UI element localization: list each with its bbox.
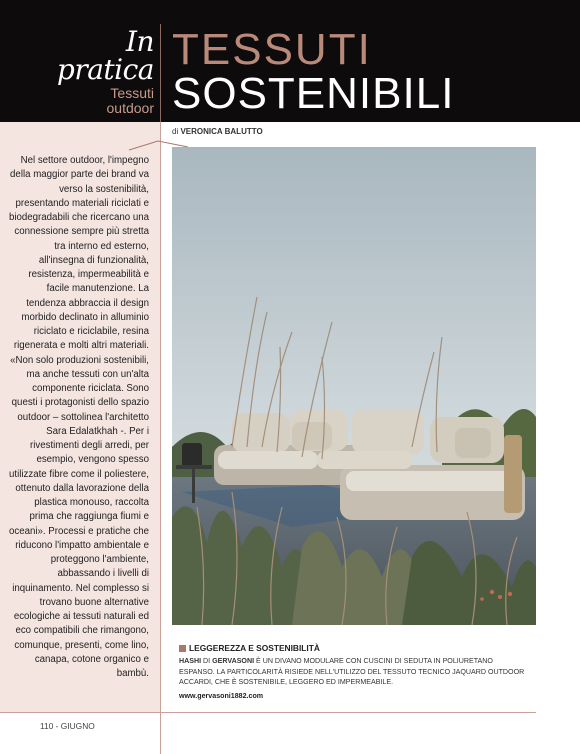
header-divider <box>160 24 161 124</box>
header-band <box>0 0 580 122</box>
sofa-photo <box>172 147 536 625</box>
caption-text <box>179 656 529 688</box>
caption-description: È UN DIVANO MODULARE CON CUSCINI DI SEDUTA IN POLIURETANO ESPANSO. LA PARTICOLARITÀ RISIEDE NELL'UTILIZZO DEL TESSUTO TECNICO JAQUARD OUTDOOR ACCARDI, CHE È SOSTENIBILE, LEGGERO ED IMPERMEABILE. <box>179 657 525 686</box>
caption-title: LEGGEREZZA E SOSTENIBILITÀ <box>189 643 320 653</box>
caption-product: HASHI <box>179 657 202 665</box>
headline-line-1: TESSUTI <box>172 25 372 74</box>
caption-connector: DI <box>201 657 213 665</box>
vertical-rule <box>160 122 161 754</box>
caption-url[interactable]: www.gervasoni1882.com <box>179 692 264 700</box>
caption-marker <box>179 645 186 652</box>
rubric-subtitle-2: outdoor <box>106 100 154 116</box>
bottom-rule <box>0 712 536 713</box>
caption-brand: GERVASONI <box>212 657 255 665</box>
byline <box>172 127 263 137</box>
headline-line-2: SOSTENIBILI <box>172 69 455 118</box>
byline-author: VERONICA BALUTTO <box>180 127 263 136</box>
page-folio: 110 - GIUGNO <box>40 721 95 731</box>
article-body: Nel settore outdoor, l'impegno della maggior parte dei brand va verso la sostenibilità, presentando materiali riciclati e biodegradabili che ricercano una connessione sempre più stretta tra interno ed esterno, all'insegna di funzionalità, resistenza, impermeabilità e facile manutenzione. La tendenza abbraccia il design morbido declinato in alluminio riciclato e riciclabile, resina rigenerata e molti altri materiali. «Non solo produzioni sostenibili, ma anche tessuti con un'alta componente riciclata. Sono questi i protagonisti dello spazio outdoor – sottolinea l'architetto Sara Edalatkhah -. Per i rivestimenti degli arredi, per esempio, vengono spesso utilizzate fibre come il poliestere, ottenuto dalla lavorazione della plastica monouso, raccolta prima che raggiunga fiumi e oceani». Processi e pratiche che riducono l'impatto ambientale e proteggono l'ambiente, abbassando i livelli di inquinamento. Nel complesso si trovano buone alternative ecologiche ai tessuti naturali ed eco compatibili che rimangono, comunque, presenti, come lino, canapa, cotone organico e bambù. <box>8 155 149 679</box>
byline-prefix: di <box>172 127 179 136</box>
section-rubric <box>36 25 154 116</box>
rubric-script-title: In pratica <box>56 25 154 86</box>
rubric-subtitle-1: Tessuti <box>110 85 154 101</box>
